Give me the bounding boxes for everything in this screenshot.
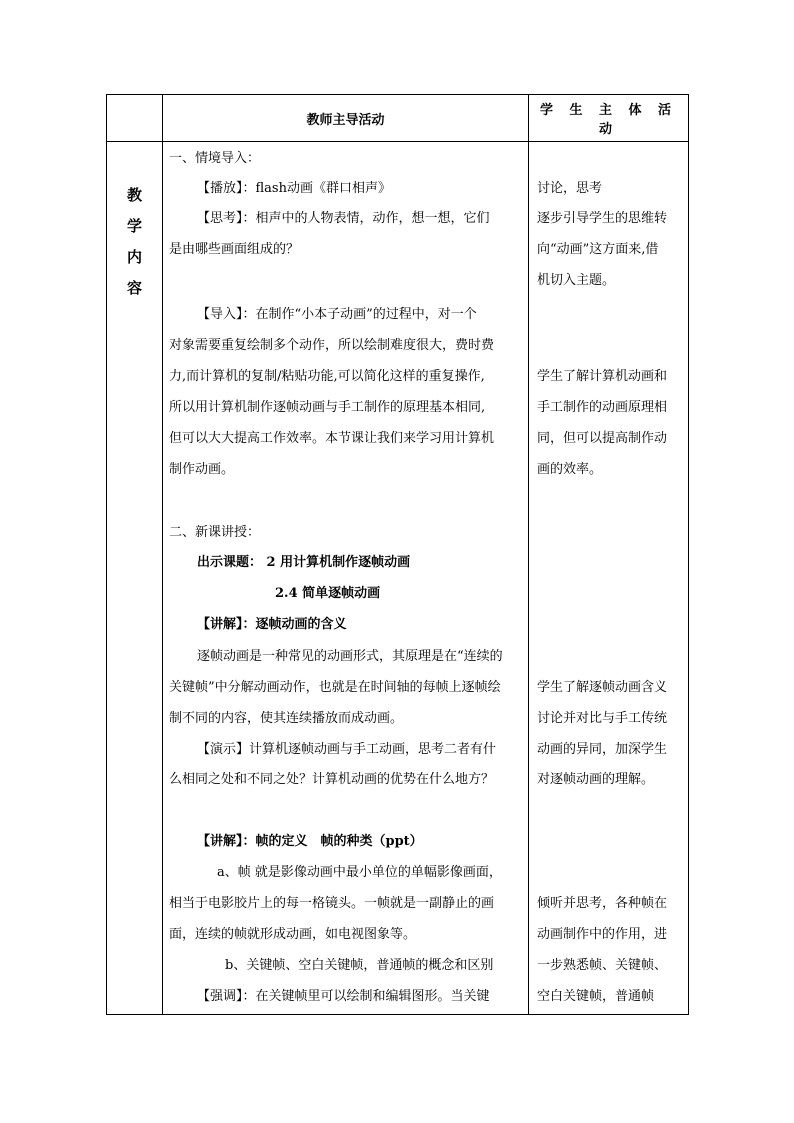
student-line: 讨论并对比与手工传统	[537, 711, 668, 726]
student-line: 学生了解计算机动画和	[537, 369, 668, 384]
teacher-line: 但可以大大提高工作效率。本节课让我们来学习用计算机	[169, 431, 495, 446]
teacher-line: 对象需要重复绘制多个动作，所以绘制难度很大，费时费	[169, 338, 495, 353]
student-activity-body	[529, 142, 688, 1014]
teacher-line: 关键帧”中分解动画动作，也就是在时间轴的每帧上逐帧绘	[169, 680, 501, 695]
side-label-char: 学	[126, 217, 142, 235]
header-label-cell	[107, 95, 163, 142]
teacher-line: 制不同的内容，使其连续播放而成动画。	[169, 711, 404, 726]
header-student-activity: 学 生 主 体 活 动	[529, 95, 689, 142]
student-line: 向“动画”这方面来,借	[537, 242, 659, 257]
student-line: 对逐帧动画的理解。	[537, 772, 655, 787]
side-label-char: 容	[126, 279, 142, 297]
side-label-vertical	[107, 180, 162, 304]
lesson-plan-table	[106, 94, 689, 1015]
student-line: 逐步引导学生的思维转	[537, 211, 668, 226]
teacher-line: 制作动画。	[169, 462, 235, 477]
teacher-line: 逐帧动画是一种常见的动画形式，其原理是在“连续的	[197, 649, 503, 664]
teacher-line: 所以用计算机制作逐帧动画与手工制作的原理基本相同,	[169, 400, 486, 415]
teacher-line: 一、情境导入：	[169, 151, 261, 166]
header-row	[107, 95, 689, 142]
side-label-char: 内	[126, 248, 142, 266]
student-line: 倾听并思考，各种帧在	[537, 896, 668, 911]
teacher-line: 【讲解】：帧的定义 帧的种类（ppt）	[197, 834, 423, 849]
teacher-line: 【演示】计算机逐帧动画与手工动画，思考二者有什	[197, 742, 497, 757]
lesson-subtitle: 2.4 简单逐帧动画	[275, 586, 381, 601]
student-line: 机切入主题。	[537, 273, 616, 288]
teacher-activity-cell	[163, 142, 529, 1015]
teacher-line: 【播放】：flash动画《群口相声》	[197, 181, 391, 196]
student-line: 动画的异同，加深学生	[537, 742, 668, 757]
side-label-cell	[107, 142, 163, 1015]
teacher-line: 【思考】：相声中的人物表情，动作，想一想，它们	[197, 211, 490, 226]
teacher-line: b、关键帧、空白关键帧，普通帧的概念和区别	[225, 958, 494, 973]
student-line: 画的效率。	[537, 462, 603, 477]
student-line: 手工制作的动画原理相	[537, 400, 668, 415]
teacher-line: 么相同之处和不同之处？计算机动画的优势在什么地方？	[169, 772, 495, 787]
student-line: 空白关键帧，普通帧	[537, 989, 655, 1004]
teacher-line: 力,而计算机的复制/粘贴功能,可以简化这样的重复操作,	[169, 369, 485, 384]
teacher-line: 面，连续的帧就形成动画，如电视图象等。	[169, 927, 417, 942]
teacher-line: 二、新课讲授：	[169, 525, 261, 540]
content-row	[107, 142, 689, 1015]
student-line: 一步熟悉帧、关键帧、	[537, 958, 668, 973]
teacher-line: 相当于电影胶片上的每一格镜头。一帧就是一副静止的画	[169, 896, 495, 911]
header-teacher-activity: 教师主导活动	[163, 95, 529, 142]
student-line: 讨论，思考	[537, 181, 603, 196]
teacher-line: 【讲解】：逐帧动画的含义	[197, 617, 347, 632]
side-label-char: 教	[126, 186, 142, 204]
student-line: 同，但可以提高制作动	[537, 431, 668, 446]
teacher-line: a、帧 就是影像动画中最小单位的单幅影像画面，	[217, 865, 502, 880]
student-line: 动画制作中的作用，进	[537, 927, 668, 942]
teacher-activity-body	[163, 142, 528, 1014]
teacher-line: 【强调】：在关键帧里可以绘制和编辑图形。当关键	[197, 989, 490, 1004]
teacher-line: 是由哪些画面组成的？	[169, 242, 300, 257]
student-activity-cell	[529, 142, 689, 1015]
teacher-line: 【导入】：在制作“小本子动画”的过程中，对一个	[197, 307, 477, 322]
student-line: 学生了解逐帧动画含义	[537, 680, 668, 695]
lesson-title: 出示课题： 2 用计算机制作逐帧动画	[197, 555, 411, 570]
